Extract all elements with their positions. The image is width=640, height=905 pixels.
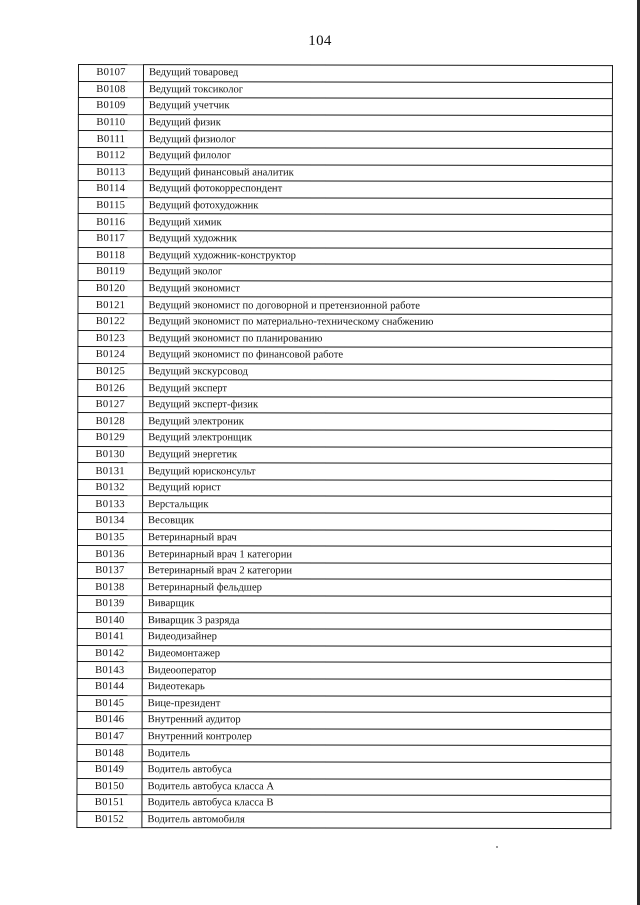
- table-row: [78, 479, 612, 497]
- occupation-title-cell: Водитель: [142, 745, 611, 763]
- table-row: [78, 214, 612, 232]
- occupation-code-cell: В0122: [78, 313, 143, 330]
- table-row: [78, 164, 612, 182]
- occupation-code-cell: В0126: [78, 380, 143, 397]
- table-row: [78, 380, 612, 398]
- occupation-code-cell: В0139: [77, 595, 142, 612]
- occupation-code-cell: В0137: [77, 562, 142, 579]
- occupation-code-cell: В0148: [77, 745, 142, 762]
- occupation-code-cell: В0135: [77, 529, 142, 546]
- occupation-code-cell: В0120: [78, 280, 143, 297]
- occupation-codes-table: [76, 64, 613, 829]
- occupation-code-cell: В0125: [78, 363, 143, 380]
- occupation-code-cell: В0138: [77, 579, 142, 596]
- table-row: [78, 463, 612, 481]
- occupation-title-cell: Вице-президент: [142, 695, 611, 713]
- table-row: [77, 761, 611, 779]
- table-row: [78, 247, 612, 265]
- table-row: [78, 396, 612, 414]
- occupation-title-cell: Видеооператор: [142, 662, 611, 680]
- occupation-title-cell: Ветеринарный врач: [142, 529, 611, 547]
- table-row: [78, 496, 612, 514]
- table-row: [78, 147, 612, 165]
- occupation-title-cell: Видеотекарь: [142, 679, 611, 697]
- occupation-title-cell: Видеодизайнер: [142, 629, 611, 647]
- occupation-title-cell: Ведущий эколог: [143, 264, 612, 282]
- occupation-title-cell: Ведущий эксперт: [143, 380, 612, 398]
- table-body: [77, 65, 613, 829]
- occupation-code-cell: В0145: [77, 695, 142, 712]
- scan-speck: [496, 846, 498, 848]
- table-row: [78, 413, 612, 431]
- occupation-code-cell: В0108: [78, 81, 143, 98]
- occupation-title-cell: Ветеринарный врач 1 категории: [142, 546, 611, 564]
- occupation-code-cell: В0129: [78, 430, 143, 447]
- table-row: [78, 297, 612, 315]
- occupation-title-cell: Водитель автобуса класса А: [142, 778, 611, 796]
- table-row: [78, 131, 612, 149]
- occupation-code-cell: В0119: [78, 264, 143, 281]
- occupation-code-cell: В0136: [77, 546, 142, 563]
- occupation-title-cell: Ведущий экономист по договорной и претензионной работе: [143, 297, 612, 315]
- occupation-title-cell: Внутренний аудитор: [142, 712, 611, 730]
- occupation-title-cell: Ветеринарный фельдшер: [142, 579, 611, 597]
- occupation-title-cell: Ведущий юрист: [143, 479, 612, 497]
- occupation-code-cell: В0123: [78, 330, 143, 347]
- table-row: [77, 629, 611, 647]
- occupation-code-cell: В0118: [78, 247, 143, 264]
- occupation-title-cell: Ведущий учетчик: [143, 98, 612, 116]
- table-row: [78, 430, 612, 448]
- table-row: [78, 446, 612, 464]
- occupation-code-cell: В0151: [77, 795, 142, 812]
- occupation-title-cell: Ведущий электронщик: [143, 430, 612, 448]
- table-row: [77, 579, 611, 597]
- occupation-code-cell: В0143: [77, 662, 142, 679]
- occupation-title-cell: Ведущий фотокорреспондент: [143, 181, 612, 199]
- occupation-code-cell: В0114: [78, 181, 143, 198]
- occupation-title-cell: Ведущий химик: [143, 214, 612, 232]
- table-row: [77, 612, 611, 630]
- occupation-title-cell: Водитель автобуса: [142, 762, 611, 780]
- occupation-title-cell: Ведущий эксперт-физик: [143, 397, 612, 415]
- occupation-title-cell: Ведущий экономист: [143, 280, 612, 298]
- occupation-title-cell: Ведущий художник-конструктор: [143, 247, 612, 265]
- table-row: [78, 264, 612, 282]
- occupation-code-cell: В0150: [77, 778, 142, 795]
- table-row: [77, 662, 611, 680]
- occupation-title-cell: Ведущий художник: [143, 231, 612, 249]
- occupation-code-cell: В0127: [78, 396, 143, 413]
- table-row: [77, 728, 611, 746]
- occupation-code-cell: В0116: [78, 214, 143, 231]
- table-row: [77, 562, 611, 580]
- occupation-code-cell: В0130: [78, 446, 143, 463]
- table-row: [78, 330, 612, 348]
- occupation-code-cell: В0107: [78, 65, 143, 82]
- table-row: [78, 98, 612, 116]
- table-row: [78, 347, 612, 365]
- occupation-code-cell: В0147: [77, 728, 142, 745]
- occupation-title-cell: Ведущий фотохудожник: [143, 197, 612, 215]
- occupation-title-cell: Ведущий экономист по планированию: [143, 330, 612, 348]
- occupation-title-cell: Водитель автомобиля: [142, 811, 611, 829]
- occupation-title-cell: Ведущий электроник: [143, 413, 612, 431]
- occupation-code-cell: В0133: [78, 496, 143, 513]
- table-row: [77, 678, 611, 696]
- occupation-code-cell: В0152: [77, 811, 142, 828]
- occupation-code-cell: В0140: [77, 612, 142, 629]
- occupation-code-cell: В0142: [77, 645, 142, 662]
- occupation-title-cell: Ведущий экономист по финансовой работе: [143, 347, 612, 365]
- occupation-title-cell: Виварщик: [142, 596, 611, 614]
- occupation-title-cell: Ведущий физик: [143, 114, 612, 132]
- occupation-title-cell: Ведущий товаровед: [143, 65, 612, 83]
- table-row: [78, 363, 612, 381]
- table-row: [77, 695, 611, 713]
- table-row: [77, 795, 611, 813]
- occupation-title-cell: Ведущий энергетик: [143, 446, 612, 464]
- occupation-title-cell: Ведущий филолог: [143, 148, 612, 166]
- occupation-code-cell: В0112: [78, 147, 143, 164]
- occupation-title-cell: Ветеринарный врач 2 категории: [142, 562, 611, 580]
- table-row: [77, 595, 611, 613]
- table-row: [78, 81, 612, 99]
- occupation-title-cell: Виварщик 3 разряда: [142, 612, 611, 630]
- table-row: [77, 546, 611, 564]
- occupation-code-cell: В0144: [77, 678, 142, 695]
- occupation-code-cell: В0134: [78, 513, 143, 530]
- table-row: [77, 811, 611, 829]
- occupation-code-cell: В0113: [78, 164, 143, 181]
- occupation-code-cell: В0131: [78, 463, 143, 480]
- occupation-title-cell: Ведущий токсиколог: [143, 81, 612, 99]
- occupation-codes-table-wrapper: [76, 64, 613, 829]
- occupation-title-cell: Водитель автобуса класса В: [142, 795, 611, 813]
- occupation-title-cell: Видеомонтажер: [142, 645, 611, 663]
- page-number: 104: [308, 33, 332, 49]
- occupation-code-cell: В0121: [78, 297, 143, 314]
- occupation-code-cell: В0132: [78, 479, 143, 496]
- table-row: [78, 114, 612, 132]
- table-row: [77, 745, 611, 763]
- occupation-title-cell: Ведущий экскурсовод: [143, 363, 612, 381]
- occupation-title-cell: Ведущий физиолог: [143, 131, 612, 149]
- occupation-code-cell: В0149: [77, 761, 142, 778]
- table-row: [78, 230, 612, 248]
- table-row: [78, 280, 612, 298]
- table-row: [78, 313, 612, 331]
- table-row: [78, 181, 612, 199]
- table-row: [78, 65, 612, 83]
- occupation-code-cell: В0124: [78, 347, 143, 364]
- occupation-title-cell: Ведущий экономист по материально-техническому снабжению: [143, 314, 612, 332]
- occupation-code-cell: В0141: [77, 629, 142, 646]
- occupation-code-cell: В0117: [78, 230, 143, 247]
- table-row: [77, 778, 611, 796]
- occupation-code-cell: В0109: [78, 98, 143, 115]
- table-row: [78, 513, 612, 531]
- occupation-code-cell: В0110: [78, 114, 143, 131]
- table-row: [77, 645, 611, 663]
- table-row: [77, 529, 611, 547]
- occupation-code-cell: В0146: [77, 712, 142, 729]
- occupation-title-cell: Весовщик: [143, 513, 612, 531]
- occupation-code-cell: В0128: [78, 413, 143, 430]
- occupation-title-cell: Верстальщик: [143, 496, 612, 514]
- occupation-title-cell: Ведущий юрисконсульт: [143, 463, 612, 481]
- table-row: [78, 197, 612, 215]
- occupation-code-cell: В0115: [78, 197, 143, 214]
- occupation-title-cell: Ведущий финансовый аналитик: [143, 164, 612, 182]
- occupation-code-cell: В0111: [78, 131, 143, 148]
- occupation-title-cell: Внутренний контролер: [142, 728, 611, 746]
- table-row: [77, 712, 611, 730]
